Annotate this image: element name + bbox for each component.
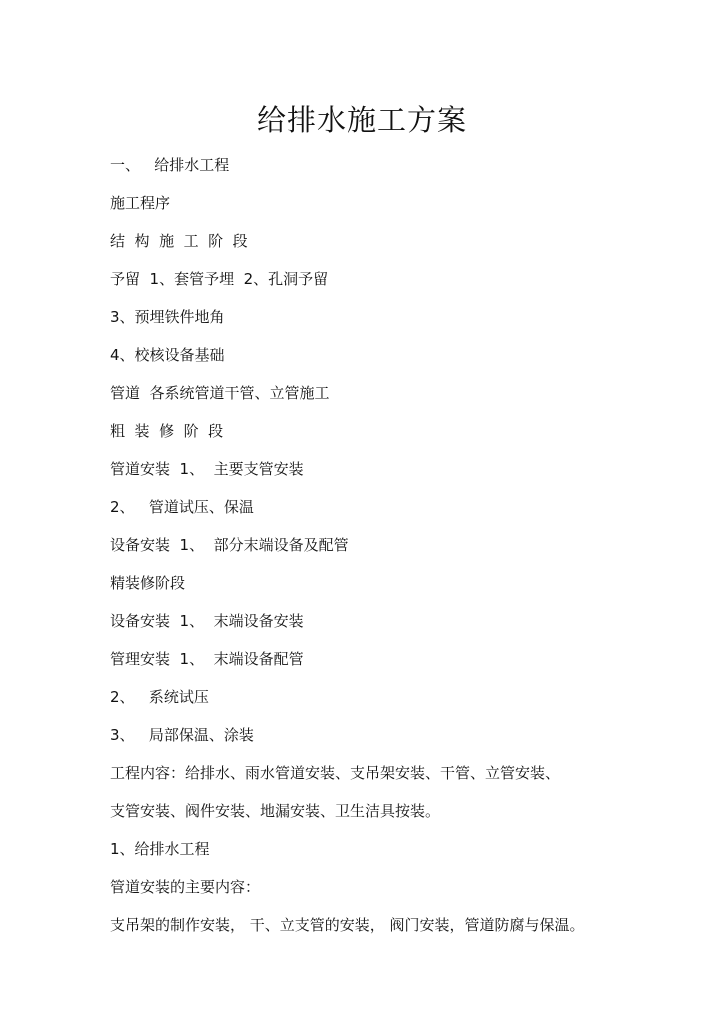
text-line: 3、 局部保温、涂装 (110, 726, 254, 744)
text-line: 4、校核设备基础 (110, 346, 225, 364)
text-line: 粗 装 修 阶 段 (110, 422, 224, 440)
text-line: 设备安装 1、 部分末端设备及配管 (110, 536, 349, 554)
document-title: 给排水施工方案 (256, 103, 467, 137)
section-heading-water-supply: 一、 给排水工程 (110, 156, 230, 174)
text-line: 2、 系统试压 (110, 688, 209, 706)
text-line: 2、 管道试压、保温 (110, 498, 254, 516)
text-line: 1、给排水工程 (110, 840, 210, 858)
text-line: 施工程序 (110, 194, 171, 212)
text-line: 设备安装 1、 末端设备安装 (110, 612, 304, 630)
text-line: 管理安装 1、 末端设备配管 (110, 650, 304, 668)
text-line: 管道安装 1、 主要支管安装 (110, 460, 304, 478)
text-line: 管道安装的主要内容： (110, 878, 261, 896)
text-line: 工程内容：给排水、雨水管道安装、支吊架安装、干管、立管安装、 (110, 764, 561, 782)
text-line: 精装修阶段 (110, 574, 186, 592)
text-line: 3、预埋铁件地角 (110, 308, 225, 326)
text-line: 予留 1、套管予埋 2、孔洞予留 (110, 270, 329, 288)
text-line: 结 构 施 工 阶 段 (110, 232, 248, 250)
text-line: 支吊架的制作安装， 干、立支管的安装， 阀门安装，管道防腐与保温。 (110, 916, 585, 934)
text-line: 管道 各系统管道干管、立管施工 (110, 384, 330, 402)
text-line: 支管安装、阀件安装、地漏安装、卫生洁具按装。 (110, 802, 441, 820)
